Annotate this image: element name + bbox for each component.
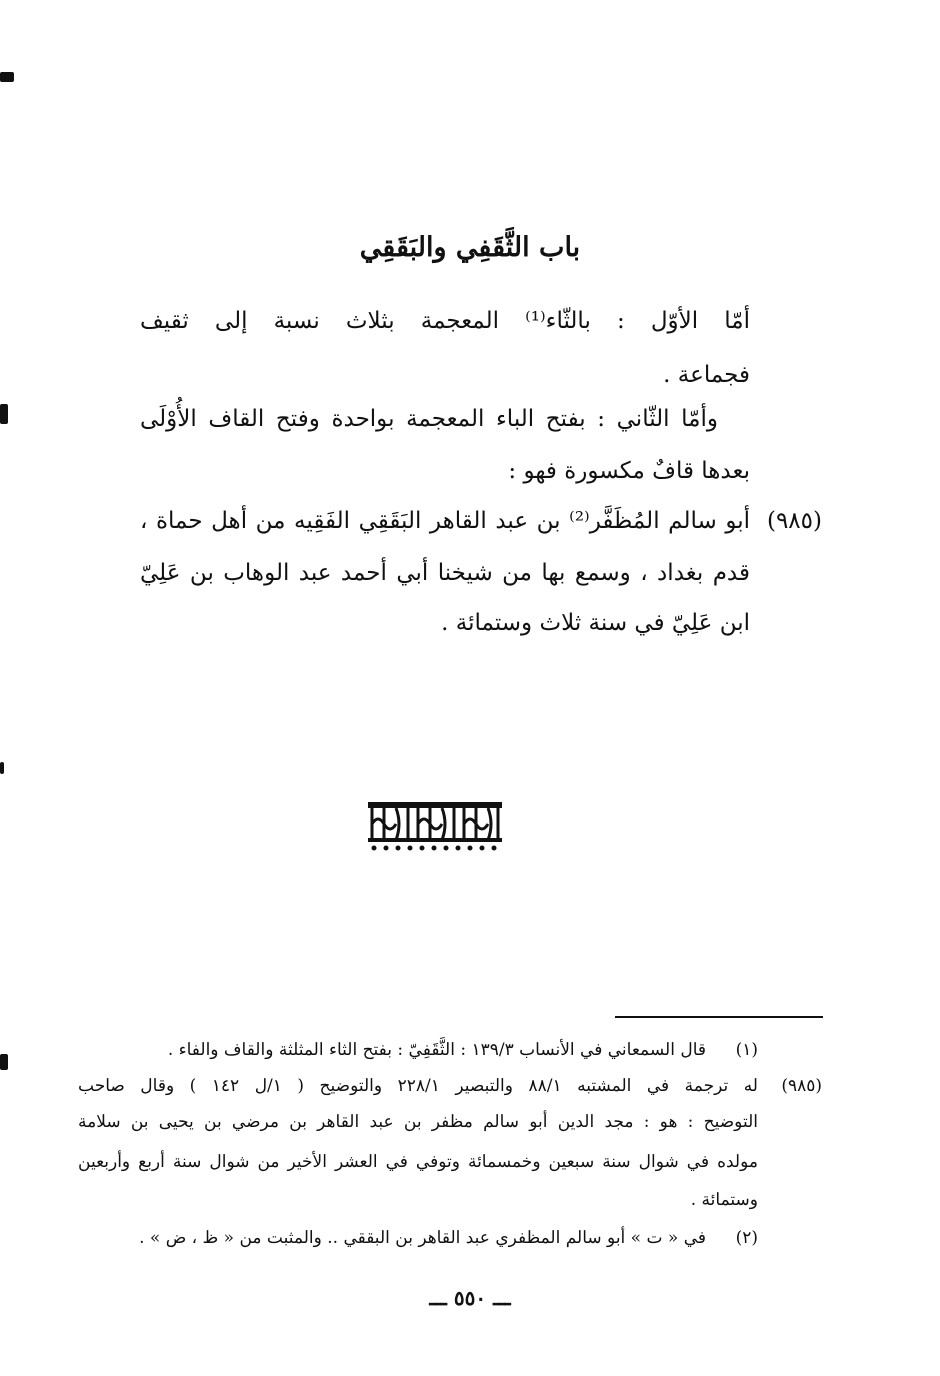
- footnote-985-line-2: التوضيح : هو : مجد الدين أبو سالم مظفر بن عبد القاهر بن مرضي بن يحيى بن سلامة: [78, 1112, 758, 1132]
- page-number: ـــ ٥٥٠ ـــ: [429, 1286, 511, 1310]
- footnote-985-line-1: له ترجمة في المشتبه ٨٨/١ والتبصير ٢٢٨/١ والتوضيح ( ١/ل ١٤٢ ) وقال صاحب: [78, 1076, 758, 1096]
- scan-mark: [0, 404, 8, 424]
- body-line-7: ابن عَلِيّ في سنة ثلاث وستمائة .: [441, 610, 750, 636]
- body-line-2: فجماعة .: [663, 362, 750, 388]
- footnote-2-text: في « ت » أبو سالم المظفري عبد القاهر بن البققي .. والمثبت من « ظ ، ض » .: [139, 1228, 706, 1248]
- footnote-separator: [615, 1016, 823, 1018]
- scan-mark: [0, 762, 4, 774]
- footnote-985-number: (٩٨٥): [781, 1076, 822, 1096]
- footnote-985-line-4: وستمائة .: [690, 1190, 758, 1210]
- body-line-1: أمّا الأوّل : بالثّاء⁽¹⁾ المعجمة بثلاث نسبة إلى ثقيف: [140, 308, 750, 334]
- body-line-3: وأمّا الثّاني : بفتح الباء المعجمة بواحدة وفتح القاف الأُوْلَى: [140, 406, 718, 432]
- footnote-2-number: (٢): [735, 1228, 758, 1248]
- footnote-1-number: (١): [735, 1040, 758, 1060]
- chapter-title: باب الثَّقَفِي والبَقَقِي: [359, 232, 581, 263]
- body-line-5: أبو سالم المُظَفَّر⁽²⁾ بن عبد القاهر البَقَقِي الفَقِيه من أهل حماة ،: [140, 508, 750, 534]
- entry-number: (٩٨٥): [766, 508, 822, 534]
- body-line-4: بعدها قافٌ مكسورة فهو :: [508, 458, 750, 484]
- footnote-1-text: قال السمعاني في الأنساب ١٣٩/٣ : الثَّقَفِيّ : بفتح الثاء المثلثة والقاف والفاء .: [167, 1040, 706, 1060]
- scan-mark: [0, 72, 14, 82]
- footnote-985-line-3: مولده في شوال سنة سبعين وخمسمائة وتوفي في العشر الأخير من شوال سنة أربع وأربعين: [78, 1152, 758, 1172]
- ornament-divider: [366, 800, 504, 858]
- scan-mark: [0, 1054, 8, 1070]
- body-line-6: قدم بغداد ، وسمع بها من شيخنا أبي أحمد عبد الوهاب بن عَلِيّ: [140, 560, 750, 586]
